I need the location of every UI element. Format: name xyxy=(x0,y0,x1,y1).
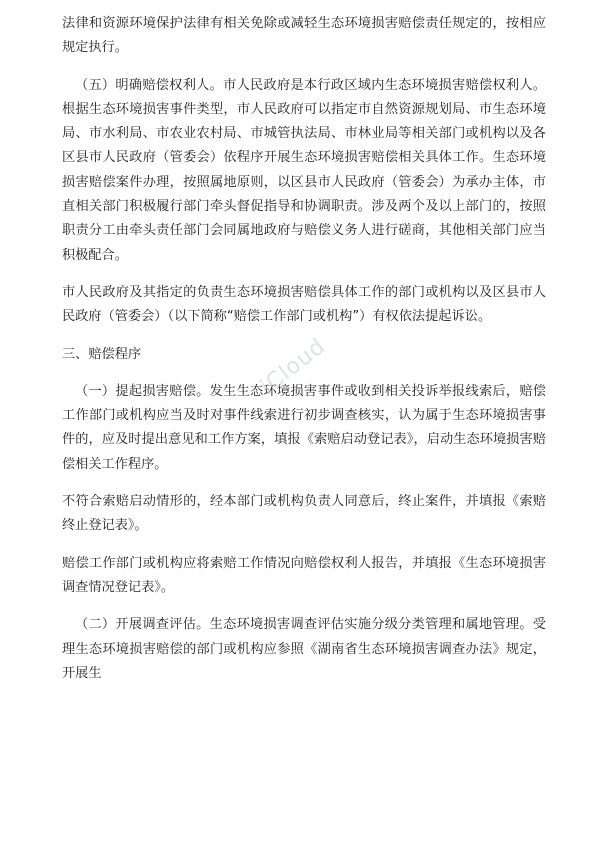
paragraph-report-to-holder: 赔偿工作部门或机构应将索赔工作情况向赔偿权利人报告，并填报《生态环境损害调查情况登记表》。 xyxy=(62,555,546,595)
paragraph-terminate-claim: 不符合索赔启动情形的，经本部门或机构负责人同意后，终止案件，并填报《索赔终止登记表》。 xyxy=(62,494,546,534)
section-heading-compensation-procedure: 三、赔偿程序 xyxy=(62,346,142,362)
paragraph-continuation: 法律和资源环境保护法律有相关免除或减轻生态环境损害赔偿责任规定的，按相应规定执行。 xyxy=(62,16,546,56)
paragraph-investigation-assessment: （二）开展调查评估。生态环境损害调查评估实施分级分类管理和属地管理。受理生态环境损害赔偿的部门或机构应参照《湖南省生态环境损害调查办法》规定，开展生 xyxy=(62,617,546,681)
watermark-logo: iCloud xyxy=(256,333,331,400)
paragraph-initiate-claim: （一）提起损害赔偿。发生生态环境损害事件或收到相关投诉举报线索后，赔偿工作部门或机构应当及时对事件线索进行初步调查核实，认为属于生态环境损害事件的，应及时提出意见和工作方案，填报《索赔启动登记表》，启动生态环境损害赔偿相关工作程序。 xyxy=(62,383,546,472)
paragraph-right-to-sue: 市人民政府及其指定的负责生态环境损害赔偿具体工作的部门或机构以及区县市人民政府（管委会）（以下简称“赔偿工作部门或机构”）有权依法提起诉讼。 xyxy=(62,284,546,325)
paragraph-compensation-right-holder: （五）明确赔偿权利人。市人民政府是本行政区域内生态环境损害赔偿权利人。根据生态环境损害事件类型，市人民政府可以指定市自然资源规划局、市生态环境局、市水利局、市农业农村局、市城管执法局、市林业局等相关部门或机构以及各区县市人民政府（管委会）依程序开展生态环境损害赔偿相关具体工作。生态环境损害赔偿案件办理，按照属地原则，以区县市人民政府（管委会）为承办主体，市直相关部门积极履行部门牵头督促指导和协调职责。涉及两个及以上部门的，按照职责分工由牵头责任部门会同属地政府与赔偿义务人进行磋商，其他相关部门应当积极配合。 xyxy=(62,77,546,263)
document-body xyxy=(62,12,546,699)
